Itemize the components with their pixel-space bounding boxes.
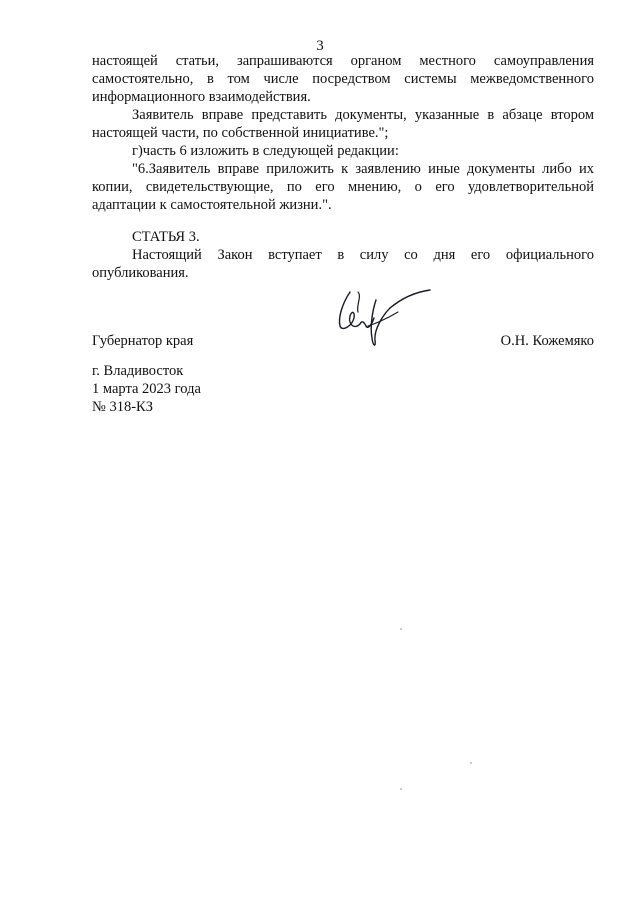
- page-number: 3: [316, 38, 324, 54]
- text-line: опубликования.: [92, 265, 189, 281]
- text-line: Настоящий Закон вступает в силу со дня его официального: [132, 247, 594, 263]
- signer-position: Губернатор края: [92, 333, 194, 349]
- scan-speck: [470, 762, 472, 764]
- footer-block: [92, 362, 201, 416]
- text-line: копии, свидетельствующие, по его мнению, о его удовлетворительной: [92, 179, 594, 195]
- footer-city: г. Владивосток: [92, 363, 184, 379]
- signer-name: О.Н. Кожемяко: [500, 333, 594, 349]
- footer-number: № 318-КЗ: [92, 399, 153, 415]
- article-3: [92, 228, 594, 282]
- text-line: адаптации к самостоятельной жизни.".: [92, 197, 332, 213]
- text-line: самостоятельно, в том числе посредством системы межведомственного: [92, 71, 594, 87]
- text-line: информационного взаимодействия.: [92, 89, 311, 105]
- body-text: [92, 52, 594, 214]
- text-line: настоящей части, по собственной инициативе.";: [92, 125, 389, 141]
- text-line: "6.Заявитель вправе приложить к заявлению иные документы либо их: [132, 161, 594, 177]
- handwritten-signature: [328, 282, 438, 352]
- scan-speck: [400, 788, 402, 790]
- article-heading: СТАТЬЯ 3.: [132, 229, 200, 245]
- text-line: Заявитель вправе представить документы, указанные в абзаце втором: [132, 107, 594, 123]
- footer-date: 1 марта 2023 года: [92, 381, 201, 397]
- text-line: настоящей статьи, запрашиваются органом местного самоуправления: [92, 53, 594, 69]
- scan-speck: [400, 628, 402, 630]
- text-line: г)часть 6 изложить в следующей редакции:: [132, 143, 399, 159]
